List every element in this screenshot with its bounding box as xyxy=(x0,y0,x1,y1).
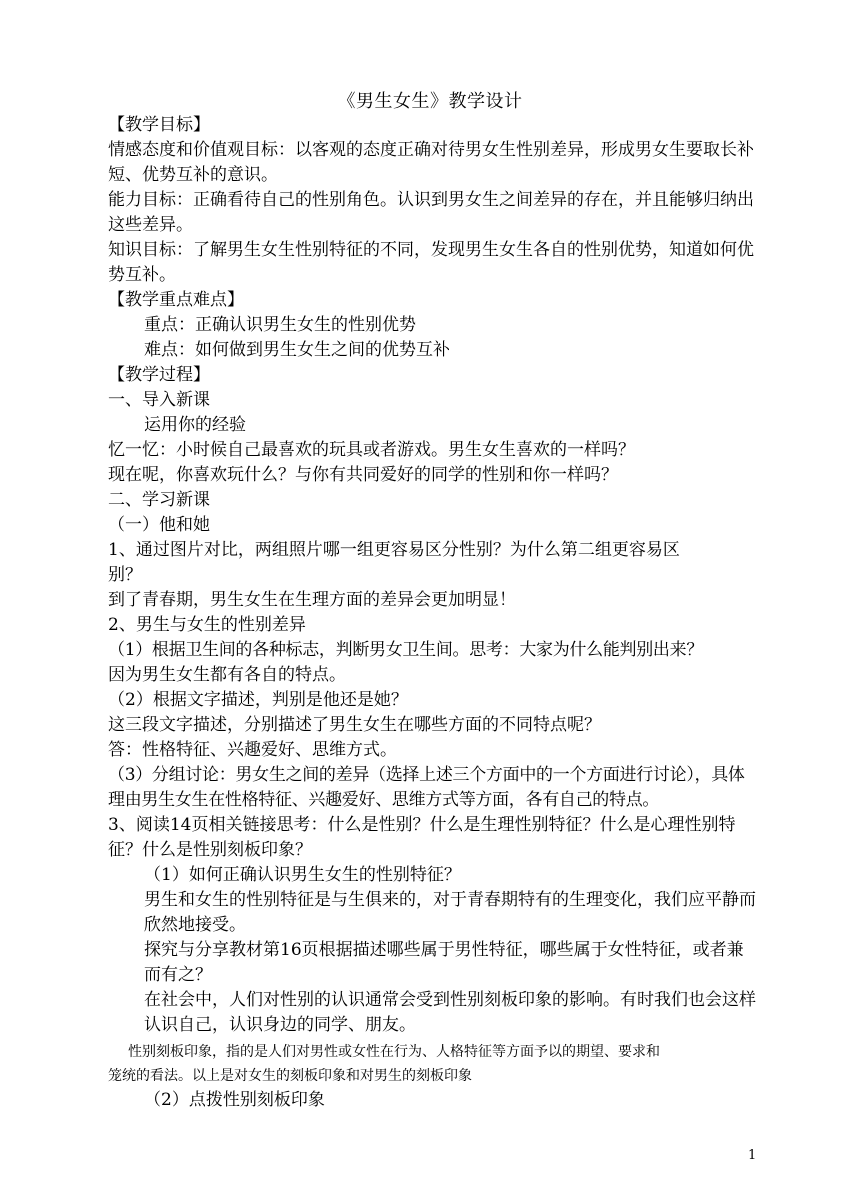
subheading-new-lesson: 二、学习新课 xyxy=(108,490,210,510)
subheading-stereotype-guidance: （2）点拨性别刻板印象 xyxy=(144,1090,325,1110)
text-recall: 忆一忆：小时候自己最喜欢的玩具或者游戏。男生女生喜欢的一样吗？ xyxy=(108,440,635,460)
text-stereotype-definition-end: 笼统的看法。以上是对女生的刻板印象和对男生的刻板印象 xyxy=(108,1068,472,1084)
subheading-gender-differences: 2、男生与女生的性别差异 xyxy=(108,615,306,635)
text-stereotype-definition: 性别刻板印象，指的是人们对男性或女性在行为、人格特征等方面予以的期望、要求和 xyxy=(128,1044,660,1060)
document-title: 《男生女生》教学设计 xyxy=(337,91,523,112)
section-heading-objectives: 【教学目标】 xyxy=(108,115,210,135)
section-heading-process: 【教学过程】 xyxy=(108,365,210,385)
subheading-he-and-she: （一）他和她 xyxy=(108,515,210,535)
text-group-discussion: （3）分组讨论：男女生之间的差异（选择上述三个方面中的一个方面进行讨论），具体理由男生女生在性格特征、兴趣爱好、思维方式等方面，各有自己的特点。 xyxy=(108,765,745,810)
subheading-gender-features: （1）如何正确认识男生女生的性别特征？ xyxy=(144,865,461,885)
paragraph-ability-goal: 能力目标：正确看待自己的性别角色。认识到男女生之间差异的存在，并且能够归纳出这些差异。 xyxy=(108,190,754,235)
text-each-features: 因为男生女生都有各自的特点。 xyxy=(108,665,346,685)
text-use-experience: 运用你的经验 xyxy=(144,415,246,435)
text-explore-share: 探究与分享教材第16页根据描述哪些属于男性特征，哪些属于女性特征，或者兼而有之？ xyxy=(144,940,744,985)
text-photo-compare: 1、通过图片对比，两组照片哪一组更容易区分性别？为什么第二组更容易区 xyxy=(108,540,680,560)
text-restroom-signs: （1）根据卫生间的各种标志，判断男女卫生间。思考：大家为什么能判别出来？ xyxy=(108,640,704,660)
subheading-introduction: 一、导入新课 xyxy=(108,390,210,410)
section-heading-key-points: 【教学重点难点】 xyxy=(108,290,244,310)
text-answer: 答：性格特征、兴趣爱好、思维方式。 xyxy=(108,740,397,760)
text-now: 现在呢，你喜欢玩什么？与你有共同爱好的同学的性别和你一样吗？ xyxy=(108,465,618,485)
difficult-point: 难点：如何做到男生女生之间的优势互补 xyxy=(144,340,450,360)
text-stereotype-influence: 在社会中，人们对性别的认识通常会受到性别刻板印象的影响。有时我们也会这样认识自己，认识身边的同学、朋友。 xyxy=(144,990,756,1035)
document-body xyxy=(108,113,758,1113)
text-read-link: 3、阅读14页相关链接思考：什么是性别？什么是生理性别特征？什么是心理性别特征？什么是性别刻板印象？ xyxy=(108,815,736,860)
text-three-descriptions: 这三段文字描述，分别描述了男生女生在哪些方面的不同特点呢？ xyxy=(108,715,601,735)
key-point: 重点：正确认识男生女生的性别优势 xyxy=(144,315,416,335)
text-he-or-she: （2）根据文字描述，判别是他还是她？ xyxy=(108,690,408,710)
text-innate-features: 男生和女生的性别特征是与生俱来的，对于青春期特有的生理变化，我们应平静而欣然地接受。 xyxy=(144,890,756,935)
text-puberty: 到了青春期，男生女生在生理方面的差异会更加明显！ xyxy=(108,590,516,610)
text-photo-compare-end: 别？ xyxy=(108,565,142,585)
paragraph-emotion-goal: 情感态度和价值观目标：以客观的态度正确对待男女生性别差异，形成男女生要取长补短、优势互补的意识。 xyxy=(108,140,754,185)
page-number: 1 xyxy=(748,1148,757,1163)
paragraph-knowledge-goal: 知识目标：了解男生女生性别特征的不同，发现男生女生各自的性别优势，知道如何优势互补。 xyxy=(108,240,754,285)
